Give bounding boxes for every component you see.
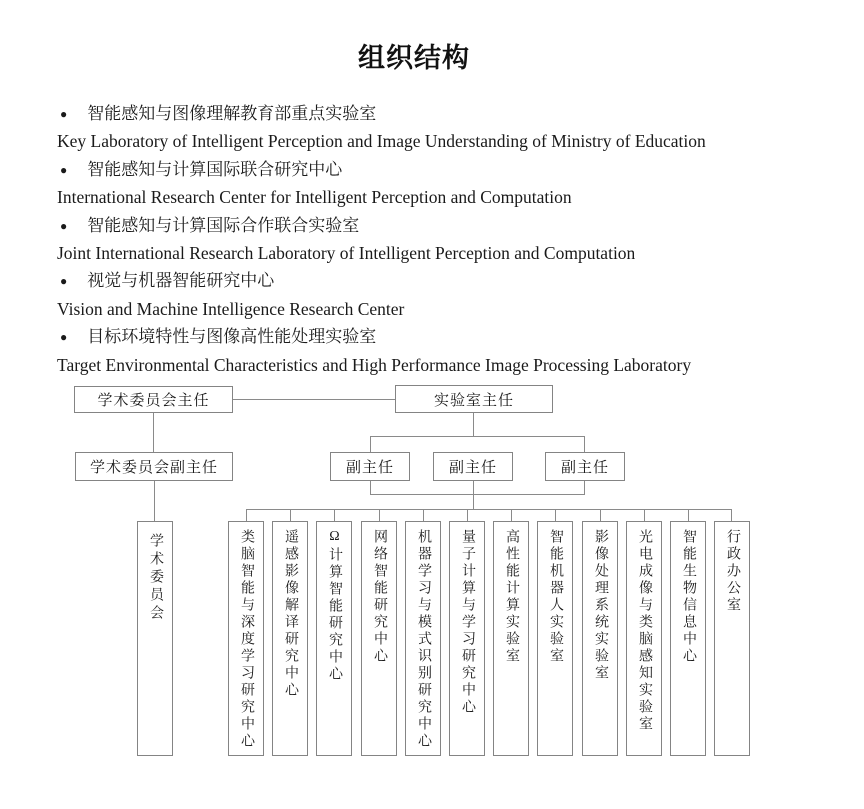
lab-name-cn: 智能感知与计算国际联合研究中心 (87, 159, 343, 179)
lab-name-en: Key Laboratory of Intelligent Perception and Image Understanding of Ministry of Education (57, 131, 706, 152)
org-column (493, 521, 529, 756)
box-academic-committee-chair: 学术委员会主任 (74, 386, 233, 413)
org-column (537, 521, 573, 756)
lab-name-en: Vision and Machine Intelligence Research Center (57, 298, 405, 319)
org-column-label: 机器学习与模式识别研究中心 (416, 529, 431, 750)
org-column-label: 学术委员会 (148, 533, 163, 623)
org-column-label: 影像处理系统实验室 (593, 529, 608, 682)
box-academic-committee-vice-chair: 学术委员会副主任 (75, 452, 233, 481)
lab-name-en: Target Environmental Characteristics and High Performance Image Processing Laboratory (57, 354, 692, 375)
org-column (405, 521, 441, 756)
org-column-label: 光电成像与类脑感知实验室 (637, 529, 652, 733)
lab-name-cn: 目标环境特性与图像高性能处理实验室 (87, 327, 377, 347)
box-deputy-director-3: 副主任 (545, 452, 625, 481)
lab-name-cn: 智能感知与图像理解教育部重点实验室 (87, 104, 377, 123)
lab-name-en: International Research Center for Intelligent Perception and Computation (57, 187, 572, 208)
bullet-icon: ● (60, 107, 68, 121)
org-column-label: 类脑智能与深度学习研究中心 (239, 529, 254, 750)
lab-name-en: Joint International Research Laboratory of Intelligent Perception and Computation (57, 243, 636, 264)
org-column (361, 521, 397, 756)
org-column-label: 行政办公室 (725, 529, 740, 614)
org-column (626, 521, 662, 756)
org-column-label: 智能机器人实验室 (548, 529, 563, 665)
bullet-icon: ● (60, 330, 68, 345)
page-title: 组织结构 (358, 43, 470, 73)
bullet-icon: ● (60, 218, 68, 233)
lab-name-cn: 智能感知与计算国际合作联合实验室 (87, 215, 360, 235)
box-deputy-director-1: 副主任 (330, 452, 410, 481)
box-deputy-director-2: 副主任 (433, 452, 513, 481)
org-column-label: Ω计算智能研究中心 (327, 529, 342, 683)
box-lab-director: 实验室主任 (395, 385, 553, 413)
org-column-label: 量子计算与学习研究中心 (460, 529, 475, 716)
org-column-label: 高性能计算实验室 (504, 529, 519, 665)
org-column-label: 智能生物信息中心 (681, 529, 696, 665)
org-column (582, 521, 618, 756)
org-column-label: 遥感影像解译研究中心 (283, 529, 298, 699)
bullet-icon: ● (60, 274, 68, 289)
lab-name-cn: 视觉与机器智能研究中心 (87, 271, 275, 291)
org-column (714, 521, 750, 756)
box-academic-committee (137, 521, 173, 756)
org-column (449, 521, 485, 756)
org-column (228, 521, 264, 756)
org-column (316, 521, 352, 756)
org-column (670, 521, 706, 756)
org-column-label: 网络智能研究中心 (372, 529, 387, 665)
org-column (272, 521, 308, 756)
bullet-icon: ● (60, 162, 68, 177)
